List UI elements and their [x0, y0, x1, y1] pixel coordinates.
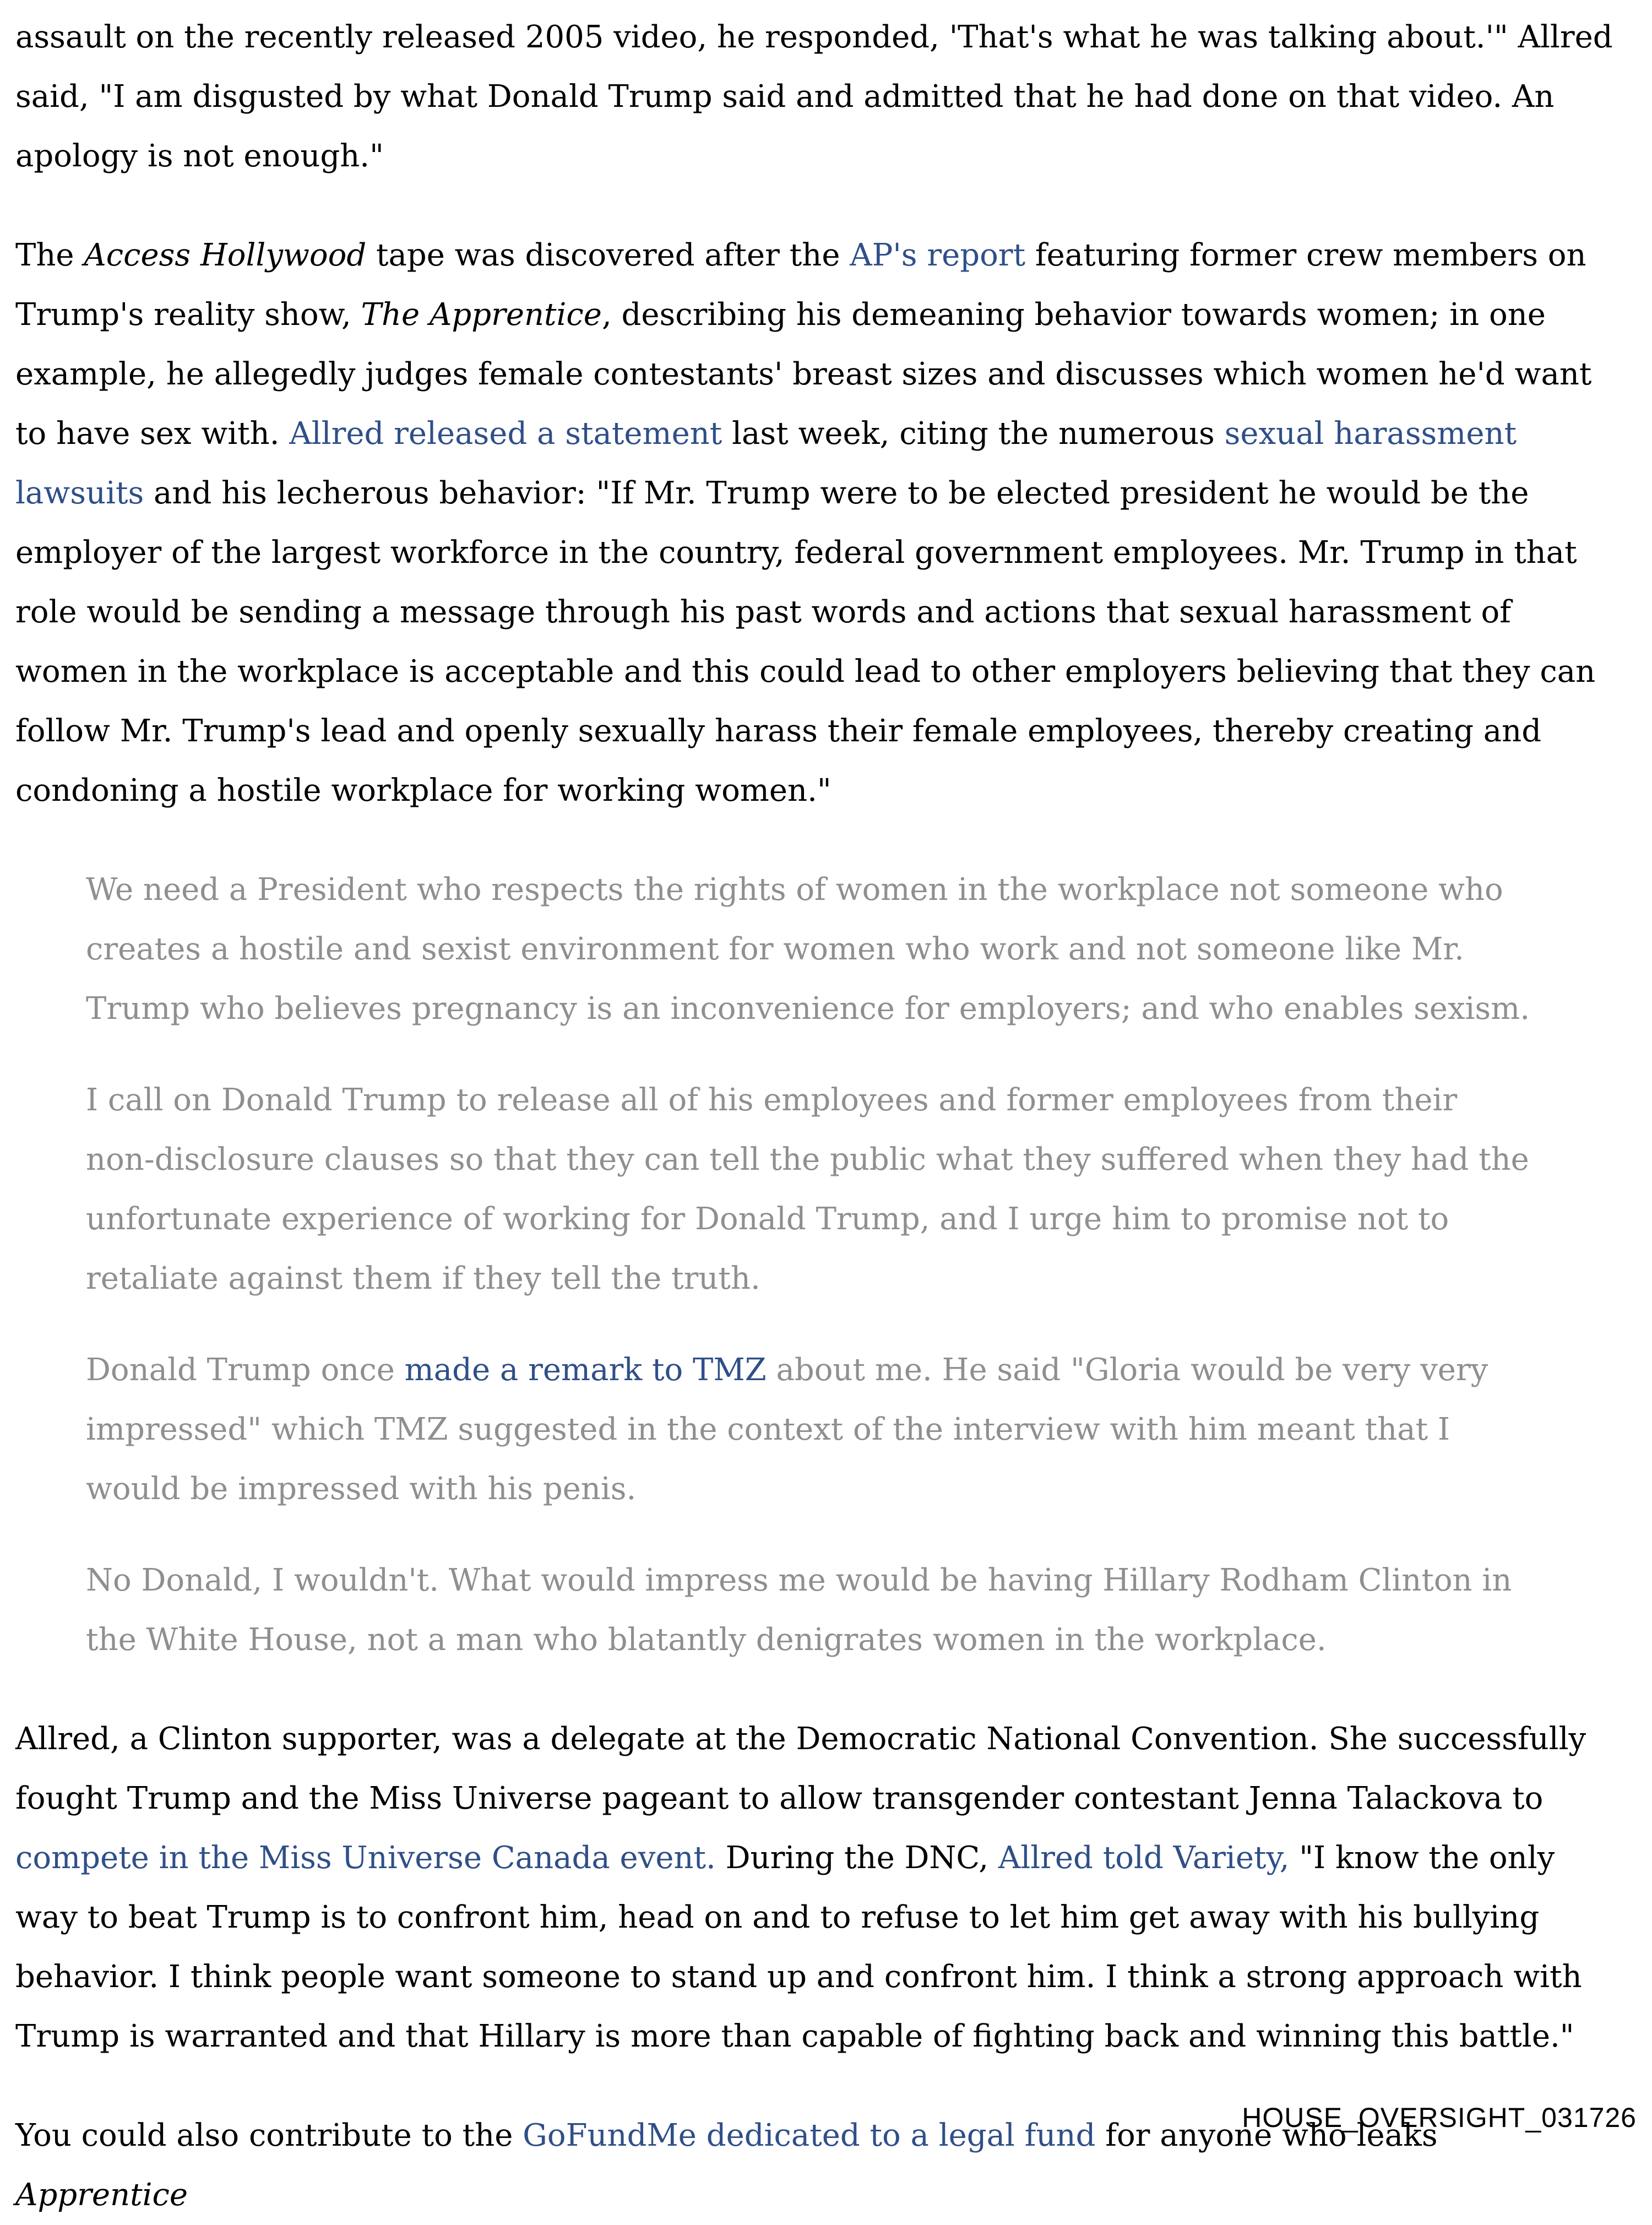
paragraph-3 — [15, 1710, 1613, 2066]
inline-link[interactable]: made a remark to TMZ — [404, 1352, 767, 1388]
quote-paragraph-1 — [86, 860, 1531, 1039]
inline-link[interactable]: compete in the Miss Universe Canada event. — [15, 1840, 716, 1876]
text-run: Donald Trump once — [86, 1352, 405, 1388]
text-run: No Donald, I wouldn't. What would impress me would be having Hillary Rodham Clinton in the White House, not a man who blatantly denigrates women in the workplace. — [86, 1562, 1512, 1658]
text-run: "I know the only way to beat Trump is to confront him, head on and to refuse to let him get away with his bullying behavior. I think people want someone to stand up and confront him. I think a strong approach with Trump is warranted and that Hillary is more than capable of fighting back and winning this battle." — [15, 1840, 1582, 2054]
text-run: tape was discovered after the — [366, 237, 850, 273]
inline-link[interactable]: GoFundMe dedicated to a legal fund — [523, 2118, 1096, 2153]
paragraph-1 — [15, 8, 1613, 186]
text-run: You could also contribute to the — [15, 2118, 523, 2153]
statement-blockquote — [86, 860, 1531, 1670]
inline-link[interactable]: Allred released a statement — [289, 416, 722, 452]
text-run: I call on Donald Trump to release all of his employees and former employees from their non-disclosure clauses so that they can tell the public what they suffered when they had the unfortunate experience of working for Donald Trump, and I urge him to promise not to retaliate against them if they tell the truth. — [86, 1082, 1529, 1296]
text-run: and his lecherous behavior: "If Mr. Trump were to be elected president he would be the employer of the largest workforce in the country, federal government employees. Mr. Trump in that role would be sending a message through his past words and actions that sexual harassment of women in the workplace is acceptable and this could lead to other employers believing that they can follow Mr. Trump's lead and openly sexually harass their female employees, thereby creating and condoning a hostile workplace for working women." — [15, 475, 1596, 808]
text-run: about me. He said "Gloria would be very very impressed" which TMZ suggested in the context of the interview with him meant that I would be impressed with his penis. — [86, 1352, 1488, 1507]
inline-link[interactable]: Allred told Variety, — [998, 1840, 1290, 1876]
text-run: for anyone who leaks — [1095, 2118, 1438, 2153]
text-run: featuring former crew members on Trump's reality show, — [15, 237, 1586, 333]
quote-paragraph-2 — [86, 1071, 1531, 1309]
italic-text: Access Hollywood — [84, 237, 367, 273]
text-run: , describing his demeaning behavior towards women; in one example, he allegedly judges female contestants' breast sizes and discusses which women he'd want to have sex with. — [15, 297, 1592, 452]
quote-paragraph-3 — [86, 1341, 1531, 1519]
text-run: last week, citing the numerous — [722, 416, 1225, 452]
text-run: The — [15, 237, 84, 273]
bates-stamp: HOUSE_OVERSIGHT_031726 — [1242, 2102, 1637, 2133]
text-run: Allred, a Clinton supporter, was a delegate at the Democratic National Convention. She successfully fought Trump and the Miss Universe pageant to allow transgender contestant Jenna Talackova to — [15, 1721, 1586, 1816]
inline-link[interactable]: AP's report — [850, 237, 1026, 273]
text-run: During the DNC, — [715, 1840, 998, 1876]
italic-text: The Apprentice — [361, 297, 602, 333]
paragraph-2 — [15, 226, 1613, 821]
text-run: We need a President who respects the rights of women in the workplace not someone who creates a hostile and sexist environment for women who work and not someone like Mr. Trump who believes pregnancy is an inconvenience for employers; and who enables sexism. — [86, 872, 1530, 1027]
inline-link[interactable]: sexual harassment lawsuits — [15, 416, 1517, 511]
text-run: assault on the recently released 2005 video, he responded, 'That's what he was talking about.'" Allred said, "I am disgusted by what Donald Trump said and admitted that he had done on that video. An apology is not enough." — [15, 19, 1613, 174]
quote-paragraph-4 — [86, 1551, 1531, 1670]
italic-text: Apprentice — [15, 2177, 188, 2213]
